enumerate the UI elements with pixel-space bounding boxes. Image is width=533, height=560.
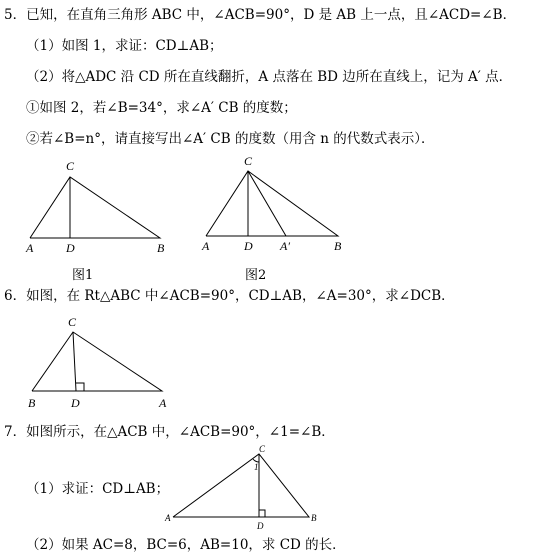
q6-label-D: D (71, 396, 80, 410)
q7-label-B: B (311, 513, 317, 523)
fig2-label-C: C (244, 155, 253, 168)
q7-label-D: D (257, 521, 264, 531)
q7-label-A: A (165, 513, 171, 523)
q6-label-A: A (159, 396, 167, 410)
q6-stem: 6．如图，在 Rt△ABC 中∠ACB=90°，CD⊥AB，∠A=30°，求∠DCB． (4, 288, 455, 304)
q7-part2: （2）如果 AC=8，BC=6，AB=10，求 CD 的长． (26, 537, 346, 553)
figure-q7 (163, 442, 328, 532)
q7-label-1: 1 (254, 462, 259, 472)
fig2-label-B: B (334, 239, 342, 253)
fig1-label-A: A (26, 241, 34, 255)
q7-stem: 7．如图所示，在△ACB 中，∠ACB=90°，∠1=∠B． (4, 424, 335, 440)
fig2-label-A-prime: A′ (280, 239, 290, 253)
fig2-label-D: D (244, 239, 253, 253)
figure-1 (20, 155, 180, 255)
fig1-label-D: D (66, 241, 75, 255)
fig2-label-A: A (202, 239, 210, 253)
fig2-caption: 图2 (245, 268, 267, 283)
q5-part2b: ②若∠B=n°，请直接写出∠A′ CB 的度数（用含 n 的代数式表示）． (26, 131, 435, 147)
q5-part2: （2）将△ADC 沿 CD 所在直线翻折，A 点落在 BD 边所在直线上，记为 A′ 点． (26, 69, 513, 85)
q7-part1: （1）求证：CD⊥AB； (26, 481, 170, 497)
fig1-caption: 图1 (72, 268, 94, 283)
fig1-label-B: B (157, 241, 165, 255)
q7-label-C: C (259, 444, 266, 454)
fig1-label-C: C (66, 159, 75, 173)
q6-label-C: C (68, 315, 77, 329)
q5-stem: 5．已知，在直角三角形 ABC 中，∠ACB=90°，D 是 AB 上一点，且∠ACD=∠B． (4, 7, 517, 23)
q5-part1: （1）如图 1，求证：CD⊥AB； (26, 38, 223, 54)
q5-part2a: ①如图 2，若∠B=34°，求∠A′ CB 的度数； (26, 100, 297, 116)
figure-2 (198, 155, 358, 255)
q6-label-B: B (28, 396, 36, 410)
figure-q6 (20, 312, 180, 412)
